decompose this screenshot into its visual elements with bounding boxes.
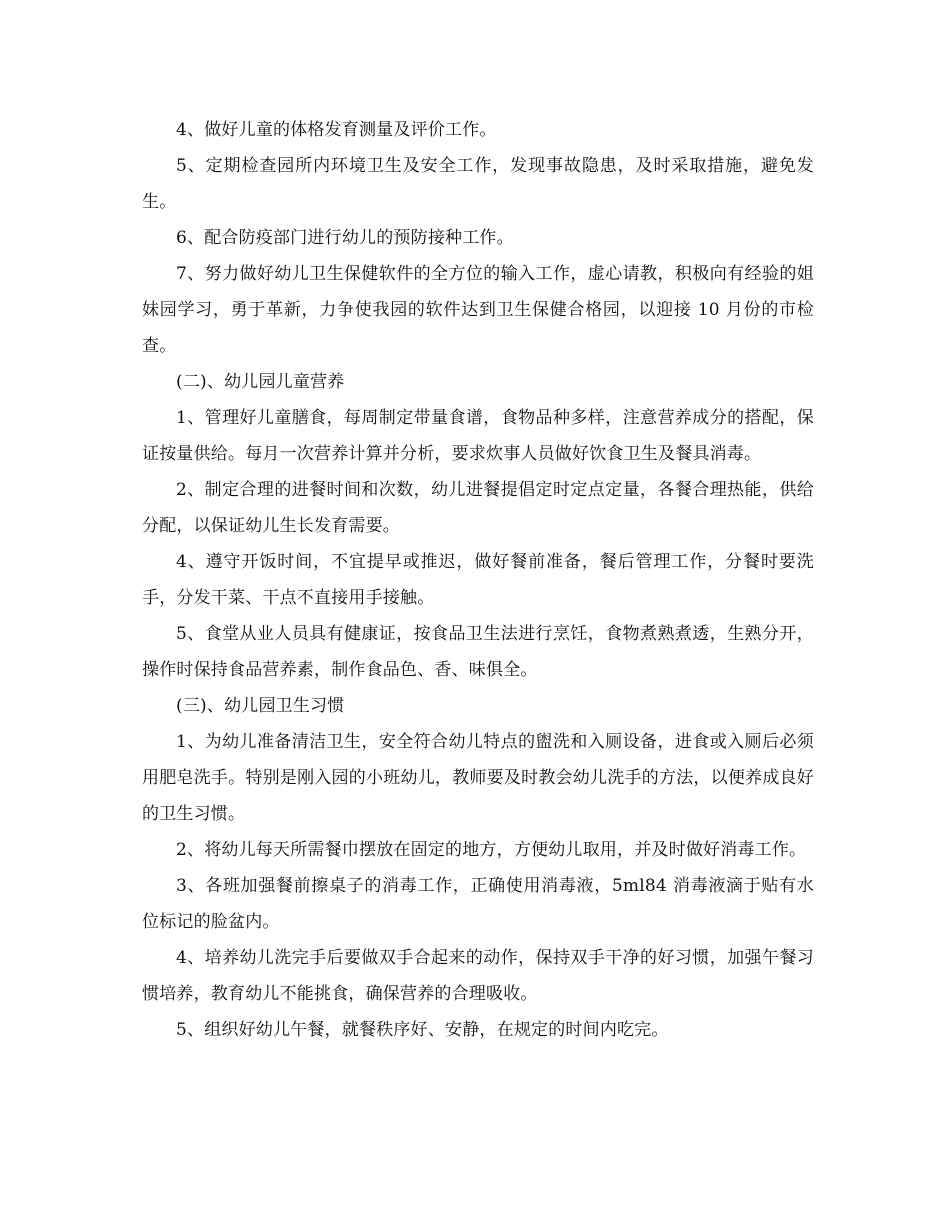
paragraph-nutrition-item-2: 2、制定合理的进餐时间和次数，幼儿进餐提倡定时定点定量，各餐合理热能，供给分配，以保证幼儿生长发育需要。 (142, 480, 814, 536)
document-body (142, 112, 814, 1048)
paragraph-health-item-6: 6、配合防疫部门进行幼儿的预防接种工作。 (176, 228, 514, 248)
paragraph-health-item-7: 7、努力做好幼儿卫生保健软件的全方位的输入工作，虚心请教，积极向有经验的姐妹园学习，勇于革新，力争使我园的软件达到卫生保健合格园，以迎接 10 月份的市检查。 (142, 264, 814, 356)
paragraph-health-item-4: 4、做好儿童的体格发育测量及评价工作。 (176, 120, 497, 140)
paragraph-hygiene-item-2: 2、将幼儿每天所需餐巾摆放在固定的地方，方便幼儿取用，并及时做好消毒工作。 (176, 840, 807, 860)
paragraph-hygiene-item-3: 3、各班加强餐前擦桌子的消毒工作，正确使用消毒液，5ml84 消毒液滴于贴有水位标记的脸盆内。 (142, 876, 814, 932)
paragraph-nutrition-item-4: 4、遵守开饭时间，不宜提早或推迟，做好餐前准备，餐后管理工作，分餐时要洗手，分发干菜、干点不直接用手接触。 (142, 552, 814, 608)
paragraph-nutrition-item-5: 5、食堂从业人员具有健康证，按食品卫生法进行烹饪，食物煮熟煮透，生熟分开，操作时保持食品营养素，制作食品色、香、味俱全。 (142, 624, 814, 680)
paragraph-nutrition-item-1: 1、管理好儿童膳食，每周制定带量食谱，食物品种多样，注意营养成分的搭配，保证按量供给。每月一次营养计算并分析，要求炊事人员做好饮食卫生及餐具消毒。 (142, 408, 814, 464)
section-heading-nutrition: (二)、幼儿园儿童营养 (176, 372, 345, 392)
paragraph-hygiene-item-5: 5、组织好幼儿午餐，就餐秩序好、安静，在规定的时间内吃完。 (176, 1020, 669, 1040)
paragraph-hygiene-item-1: 1、为幼儿准备清洁卫生，安全符合幼儿特点的盥洗和入厕设备，进食或入厕后必须用肥皂洗手。特别是刚入园的小班幼儿，教师要及时教会幼儿洗手的方法，以便养成良好的卫生习惯。 (142, 732, 814, 824)
paragraph-hygiene-item-4: 4、培养幼儿洗完手后要做双手合起来的动作，保持双手干净的好习惯，加强午餐习惯培养，教育幼儿不能挑食，确保营养的合理吸收。 (142, 948, 814, 1004)
section-heading-hygiene: (三)、幼儿园卫生习惯 (176, 696, 345, 716)
paragraph-health-item-5: 5、定期检查园所内环境卫生及安全工作，发现事故隐患，及时采取措施，避免发生。 (142, 156, 814, 212)
